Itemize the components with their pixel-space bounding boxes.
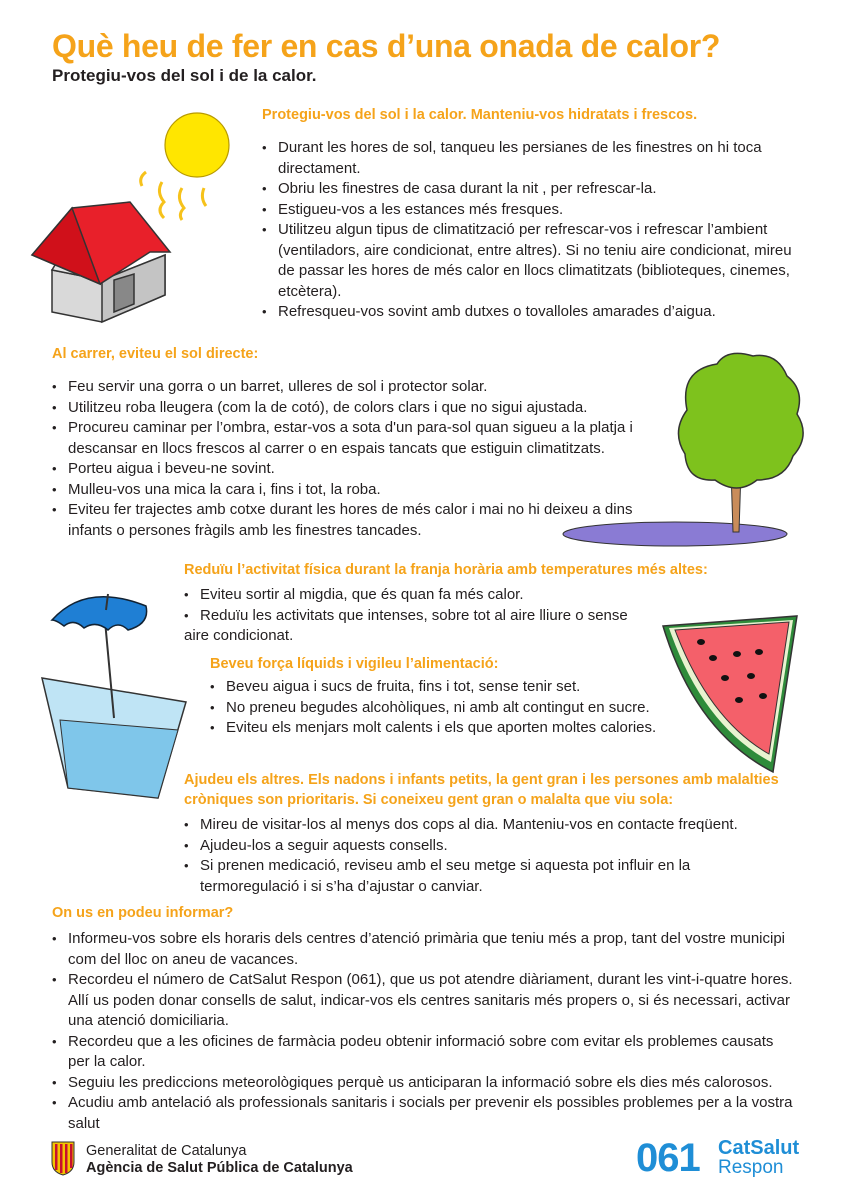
list-item: • Eviteu els menjars molt calents i els que aporten moltes calories. xyxy=(210,718,685,739)
list-item: • Durant les hores de sol, tanqueu les persianes de les finestres on hi toca directament. xyxy=(262,138,807,179)
list-item: • Acudiu amb antelació als professionals sanitaris i socials per prevenir els possibles problemes per a la vostra salut xyxy=(52,1093,813,1134)
list-item: • Refresqueu-vos sovint amb dutxes o tovalloles amarades d’aigua. xyxy=(262,302,807,323)
list-item: • Ajudeu-los a seguir aquests consells. xyxy=(184,836,764,857)
list-item: • Procureu caminar per l’ombra, estar-vos a sota d'un para-sol quan sigueu a la platja i descansar en llocs frescos al carrer o en espais tancats que estiguin climatitzats. xyxy=(52,418,678,459)
list-item: • Utilitzeu roba lleugera (com la de cotó), de colors clars i que no sigui ajustada. xyxy=(52,398,677,419)
information-list xyxy=(52,929,812,1134)
page-subtitle: Protegiu-vos del sol i de la calor. xyxy=(52,66,317,85)
activity-continuation: aire condicionat. xyxy=(184,627,294,644)
page-title: Què heu de fer en cas d’una onada de calor? xyxy=(52,28,721,64)
footer-generalitat-name: Generalitat de Catalunya xyxy=(86,1143,247,1159)
list-item: • Mulleu-vos una mica la cara i, fins i tot, la roba. xyxy=(52,480,677,501)
footer-respon-label: Respon xyxy=(718,1157,784,1178)
list-item: • Porteu aigua i beveu-ne sovint. xyxy=(52,459,677,480)
list-item: • Reduïu les activitats que intenses, sobre tot al aire lliure o sense xyxy=(184,606,664,627)
footer-catsalut-brand: CatSalut xyxy=(718,1137,800,1159)
list-item: • Utilitzeu algun tipus de climatització per refrescar-vos i refrescar l’ambient (ventiladors, aire condicionat, entre altres). Si no teniu aire condicionat, mireu de passar les hores de més calor en llocs climatitzats (biblioteques, cinemes, etcètera). xyxy=(262,220,807,302)
section-heading-protect: Protegiu-vos del sol i la calor. Manteniu-vos hidratats i frescos. xyxy=(262,107,698,123)
list-item: • No preneu begudes alcohòliques, ni amb alt contingut en sucre. xyxy=(210,698,685,719)
list-item: • Estigueu-vos a les estances més fresques. xyxy=(262,200,807,221)
drink-with-umbrella-icon xyxy=(38,580,198,805)
list-item: • Eviteu fer trajectes amb cotxe durant les hores de més calor i mai no hi deixeu a dins infants o persones fràgils amb les finestres tancades. xyxy=(52,500,668,541)
list-item: • Informeu-vos sobre els horaris dels centres d’atenció primària que teniu més a prop, tant del vostre municipi com del lloc on aneu de vacances. xyxy=(52,929,812,970)
list-item: • Eviteu sortir al migdia, que és quan fa més calor. xyxy=(184,585,664,606)
drink-list xyxy=(210,677,685,739)
list-item: • Mireu de visitar-los al menys dos cops al dia. Manteniu-vos en contacte freqüent. xyxy=(184,815,764,836)
protect-list xyxy=(262,138,807,323)
list-item: • Seguiu les prediccions meteorològiques perquè us anticiparan la informació sobre els dies més calorosos. xyxy=(52,1073,812,1094)
section-heading-street: Al carrer, eviteu el sol directe: xyxy=(52,346,259,362)
section-heading-drink: Beveu força líquids i vigileu l’alimentació: xyxy=(210,656,499,672)
help-others-list xyxy=(184,815,764,897)
house-icon xyxy=(30,200,180,325)
list-item: • Beveu aigua i sucs de fruita, fins i tot, sense tenir set. xyxy=(210,677,685,698)
catalonia-emblem-icon xyxy=(50,1140,76,1176)
section-heading-activity: Reduïu l’activitat física durant la franja horària amb temperatures més altes: xyxy=(184,562,708,578)
list-item: • Feu servir una gorra o un barret, ulleres de sol i protector solar. xyxy=(52,377,677,398)
footer-061-number: 061 xyxy=(636,1136,700,1180)
list-item: • Recordeu que a les oficines de farmàcia podeu obtenir informació sobre com evitar els problemes causats per la calor. xyxy=(52,1032,788,1073)
list-item: • Recordeu el número de CatSalut Respon (061), que us pot atendre diàriament, durant les vint-i-quatre hores. Allí us poden donar consells de salut, indicar-vos els centres sanitaris més propers o, si és necessari, activar una atenció domiciliaria. xyxy=(52,970,812,1032)
activity-list xyxy=(184,585,664,626)
footer-agency-name: Agència de Salut Pública de Catalunya xyxy=(86,1160,353,1176)
section-heading-information: On us en podeu informar? xyxy=(52,905,234,921)
street-list xyxy=(52,377,677,541)
list-item: • Si prenen medicació, reviseu amb el seu metge si aquesta pot influir en la termoregulació i si s’ha d’ajustar o canviar. xyxy=(184,856,720,897)
section-heading-help-others: Ajudeu els altres. Els nadons i infants petits, la gent gran i les persones amb malalties cròniques son prioritaris. Si coneixeu gent gran o malalta que viu sola: xyxy=(184,772,779,808)
list-item: • Obriu les finestres de casa durant la nit , per refrescar-la. xyxy=(262,179,807,200)
